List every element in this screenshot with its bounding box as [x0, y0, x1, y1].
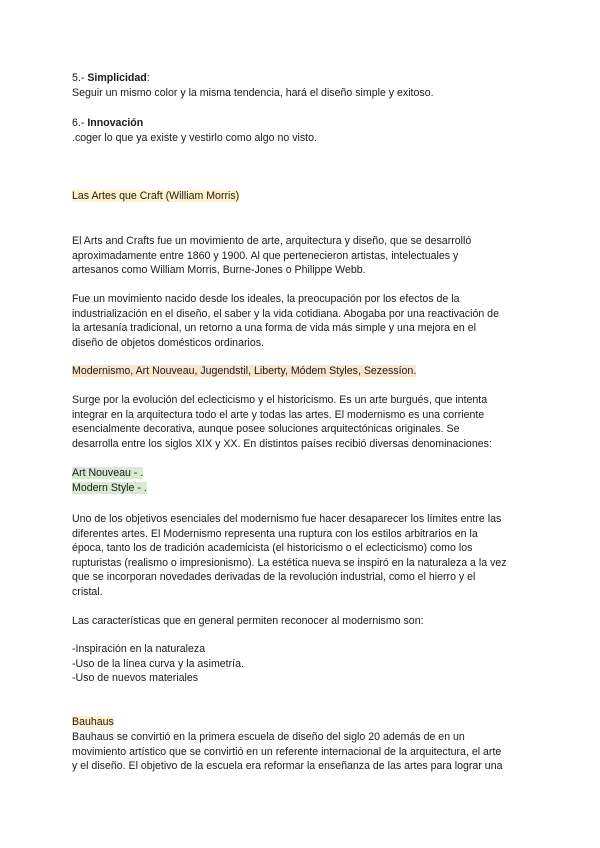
paragraph-line: Bauhaus se convirtió en la primera escuela de diseño del siglo 20 además de en un [72, 731, 465, 743]
arts-crafts-heading: Las Artes que Craft (William Morris) [72, 190, 240, 202]
paragraph-line: y el diseño. El objetivo de la escuela era reformar la enseñanza de las artes para lograr una [72, 760, 503, 772]
style-art-nouveau: Art Nouveau - . [72, 467, 144, 479]
list-item: -Inspiración en la naturaleza [72, 643, 206, 655]
section-5 [72, 71, 532, 100]
paragraph-line: desarrolla entre los siglos XIX y XX. En distintos países recibió diversas denominaciones: [72, 437, 492, 450]
paragraph-line: El Arts and Crafts fue un movimiento de arte, arquitectura y diseño, que se desarrolló [72, 235, 472, 247]
modernismo-paragraph-2 [72, 512, 532, 599]
paragraph-line: Surge por la evolución del eclecticismo y el historicismo. Es un arte burgués, que intenta [72, 394, 488, 406]
paragraph-line: artesanos como William Morris, Burne-Jones o Philippe Webb. [72, 264, 366, 276]
paragraph-line: integrar en la arquitectura todo el arte y todas las artes. El modernismo es una corriente [72, 408, 485, 421]
bauhaus-heading: Bauhaus [72, 716, 114, 728]
arts-crafts-heading-block [72, 189, 532, 204]
section-5-text: Seguir un mismo color y la misma tendencia, hará el diseño simple y exitoso. [72, 86, 434, 99]
paragraph-line: la artesanía tradicional, un retorno a una forma de vida más simple y una mejora en el [72, 322, 476, 334]
section-5-title: Simplicidad [87, 72, 147, 84]
section-6-title: Innovación [87, 117, 144, 129]
paragraph-line: época, tanto los de tradición academicista (el historicismo o el eclecticismo) como los [72, 542, 473, 554]
list-item: -Uso de la línea curva y la asimetría. [72, 657, 244, 670]
section-6 [72, 116, 532, 145]
modernismo-paragraph-3 [72, 614, 532, 629]
paragraph-line: aproximadamente entre 1860 y 1900. Al que pertenecieron artistas, intelectuales y [72, 249, 459, 262]
modernismo-heading-block [72, 364, 532, 379]
section-6-text: .coger lo que ya existe y vestirlo como algo no visto. [72, 131, 317, 144]
list-item: -Uso de nuevos materiales [72, 672, 199, 684]
paragraph-line: diferentes artes. El Modernismo representa una ruptura con los estilos arbitrarios en la [72, 527, 478, 540]
section-5-colon: : [146, 72, 150, 84]
paragraph-line: Fue un movimiento nacido desde los ideales, la preocupación por los efectos de la [72, 293, 460, 305]
paragraph-line: Uno de los objetivos esenciales del modernismo fue hacer desaparecer los límites entre las [72, 513, 502, 525]
arts-crafts-paragraph-1 [72, 234, 532, 278]
section-5-number: 5.- [72, 72, 88, 84]
bauhaus-paragraph-1 [72, 730, 532, 774]
paragraph-line: movimiento artístico que se convirtió en un referente internacional de la arquitectura, el arte [72, 745, 502, 758]
paragraph-line: cristal. [72, 585, 103, 598]
section-6-number: 6.- [72, 117, 88, 129]
bauhaus-heading-block [72, 715, 532, 730]
section-6-heading [72, 116, 532, 131]
arts-crafts-paragraph-2 [72, 292, 532, 350]
paragraph-line: que se incorporan novedades derivadas de la revolución industrial, como el hierro y el [72, 571, 476, 583]
style-modern-style: Modern Style - . [72, 481, 147, 494]
paragraph-line: Las características que en general permiten reconocer al modernismo son: [72, 615, 424, 627]
modernismo-characteristics-list [72, 642, 532, 686]
paragraph-line: industrialización en el diseño, el saber y la vida cotidiana. Abogaba por una reactivación de [72, 307, 499, 320]
paragraph-line: rupturistas (realismo o impresionismo). La estética nueva se inspiró en la naturaleza a la vez [72, 556, 507, 569]
paragraph-line: diseño de objetos domésticos ordinarios. [72, 336, 264, 349]
modernismo-styles [72, 466, 532, 495]
modernismo-heading: Modernismo, Art Nouveau, Jugendstil, Liberty, Módem Styles, Sezessíon. [72, 365, 417, 377]
modernismo-paragraph-1 [72, 393, 532, 451]
section-5-heading [72, 71, 532, 86]
paragraph-line: esencialmente decorativa, aunque posee soluciones arquitectónicas originales. Se [72, 423, 460, 435]
